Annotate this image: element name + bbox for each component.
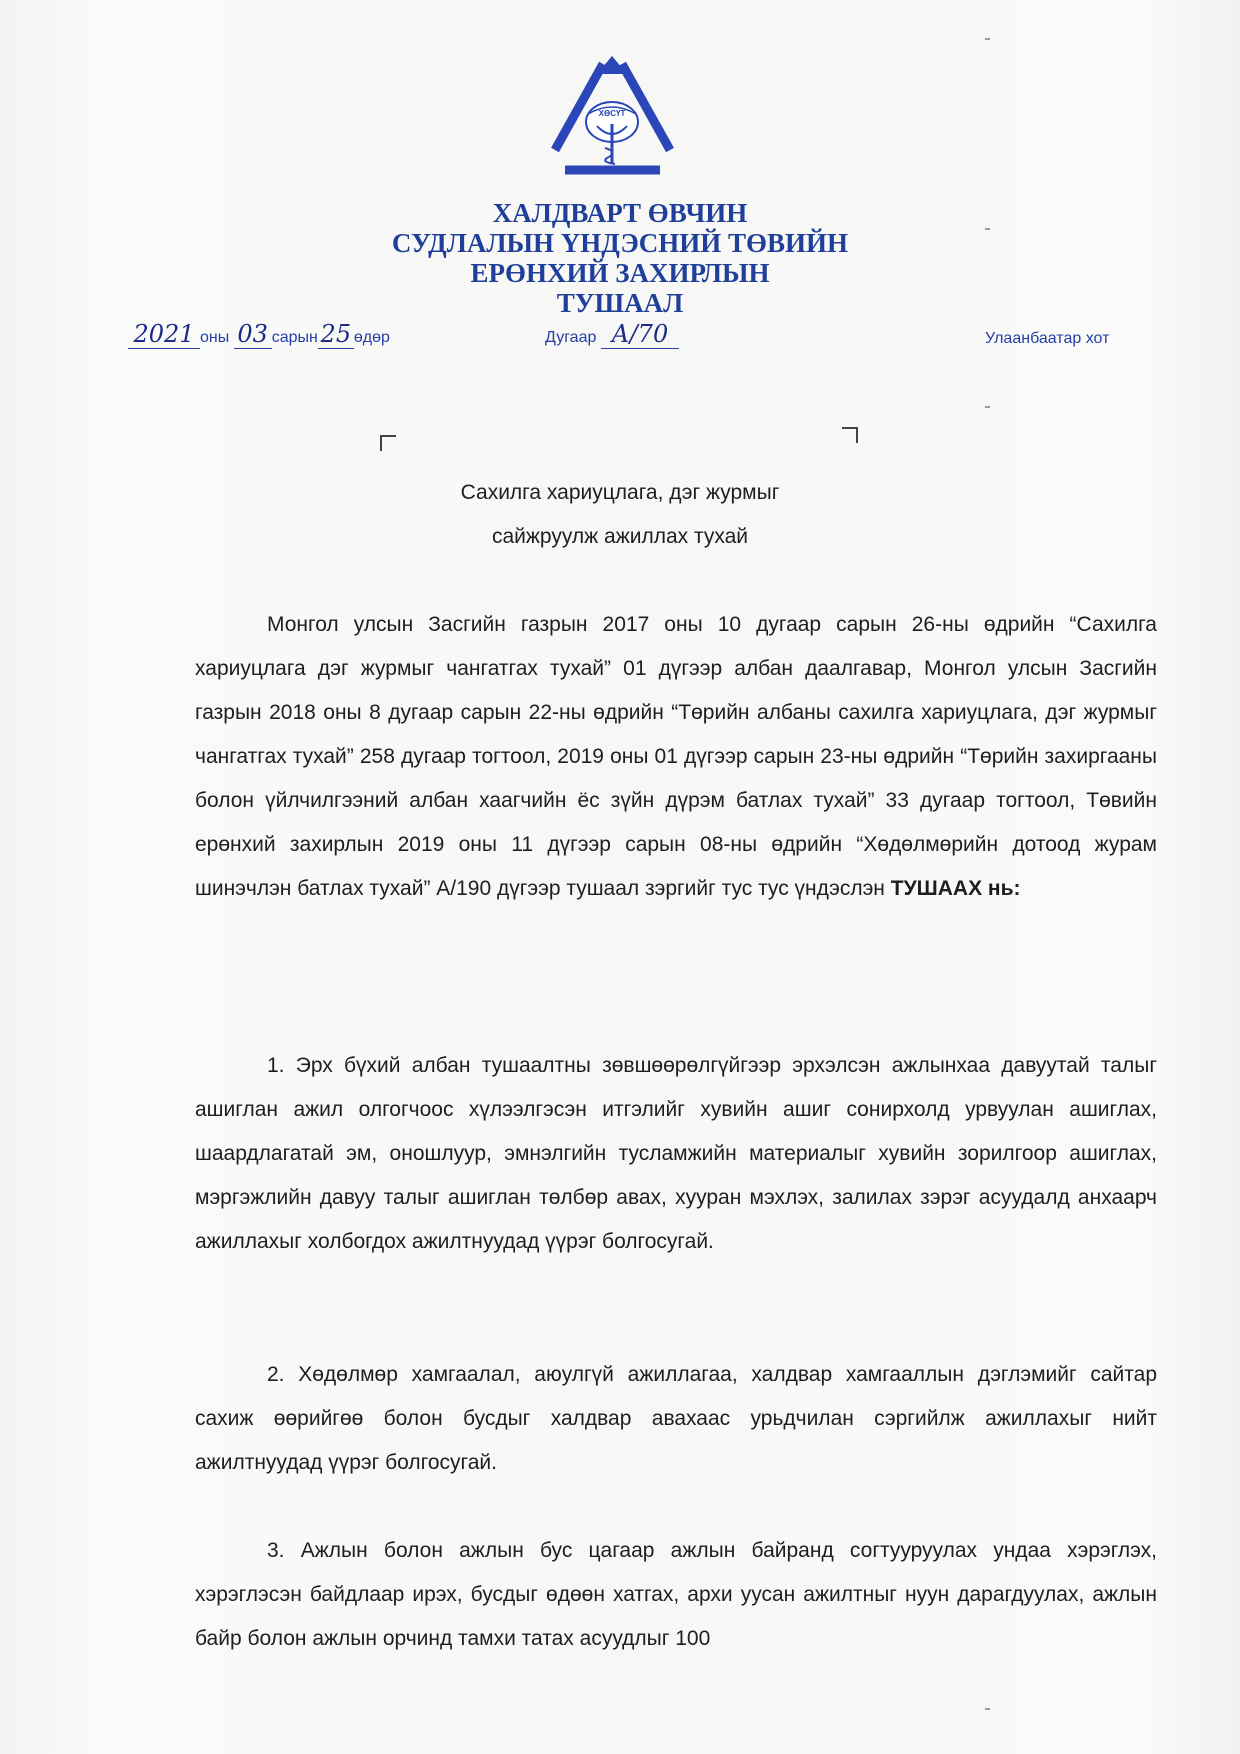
header-line-2: СУДЛАЛЫН ҮНДЭСНИЙ ТӨВИЙН: [391, 228, 849, 258]
date-year-suffix: оны: [200, 329, 230, 346]
date-field: [128, 320, 390, 349]
preamble-text: Монгол улсын Засгийн газрын 2017 оны 10 дугаар сарын 26-ны өдрийн “Сахилга хариуцлага дэг журмыг чангатгах тухай” 01 дүгээр албан даалгавар, Монгол улсын Засгийн газрын 2018 оны 8 дугаар сарын 22-ны өдрийн “Төрийн албаны сахилга хариуцлага, дэг журмыг чангатгах тухай” 258 дугаар тогтоол, 2019 оны 01 дүгээр сарын 23-ны өдрийн “Төрийн захиргааны болон үйлчилгээний албан хаагчийн ёс зүйн дүрэм батлах тухай” 33 дугаар тогтоол, Төвийн ерөнхий захирлын 2019 оны 11 дүгээр сарын 08-ны өдрийн “Хөдөлмөрийн дотоод журам шинэчлэн батлах тухай” А/190 дүгээр тушаал зэргийг тус тус үндэслэн: [195, 613, 1157, 900]
order-item-3: 3. Ажлын болон ажлын бус цагаар ажлын байранд согтууруулах ундаа хэрэглэх, хэрэглэсэн байдлаар ирэх, бусдыг өдөөн хатгах, архи уусан ажилтныг нуун дарагдуулах, ажлын байр болон ажлын орчинд тамхи татах асуудлыг 100: [195, 1539, 1157, 1650]
logo-abbreviation: ХӨСҮТ: [598, 109, 626, 118]
date-day-suffix: өдөр: [353, 329, 390, 346]
date-month-suffix: сарын: [271, 329, 318, 346]
subject-line-1: Сахилга хариуцлага, дэг журмыг: [460, 481, 780, 504]
order-number-label: Дугаар: [545, 329, 597, 346]
preamble-paragraph: [195, 603, 1157, 911]
order-item-1: 1. Эрх бүхий албан тушаалтны зөвшөөрөлгүйгээр эрхэлсэн ажлынхаа давуутай талыг ашиглан ажил олгогчоос хүлээлгэсэн итгэлийг хувийн ашиг сонирхолд урвуулан ашиглах, шаардлагатай эм, оношлуур, эмнэлгийн тусламжийн материалыг хувийн зорилгоор ашиглах, мэргэжлийн давуу талыг ашиглан төлбөр авах, хууран мэхлэх, залилах зэрэг асуудалд анхаарч ажиллахыг холбогдох ажилтнуудад үүрэг болгосугай.: [195, 1054, 1157, 1253]
scan-speck: [985, 1708, 990, 1710]
scan-speck: [985, 38, 990, 40]
subject-line-2: сайжруулж ажиллах тухай: [491, 525, 749, 548]
scan-speck: [985, 406, 990, 408]
subject-bracket-right: [842, 427, 858, 443]
order-number-field: [545, 320, 679, 349]
preamble-order-word: ТУШААХ нь:: [890, 877, 1021, 900]
order-item-2: 2. Хөдөлмөр хамгаалал, аюулгүй ажиллагаа, халдвар хамгааллын дэглэмийг сайтар сахиж өөрийгөө болон бусдыг халдвар авахаас урьдчилан сэргийлж ажиллахыг нийт ажилтнуудад үүрэг болгосугай.: [195, 1363, 1157, 1474]
header-line-1: ХАЛДВАРТ ӨВЧИН: [492, 198, 748, 228]
order-number: А/70: [601, 320, 679, 349]
subject-bracket-left: [380, 435, 396, 451]
scan-speck: [985, 228, 990, 230]
date-month: 03: [234, 320, 272, 349]
ministry-logo: [545, 52, 680, 184]
header-line-4: ТУШААЛ: [556, 288, 684, 318]
city-label: Улаанбаатар хот: [985, 330, 1110, 347]
header-line-3: ЕРӨНХИЙ ЗАХИРЛЫН: [470, 258, 770, 288]
date-year: 2021: [128, 320, 200, 349]
date-day: 25: [318, 320, 354, 349]
